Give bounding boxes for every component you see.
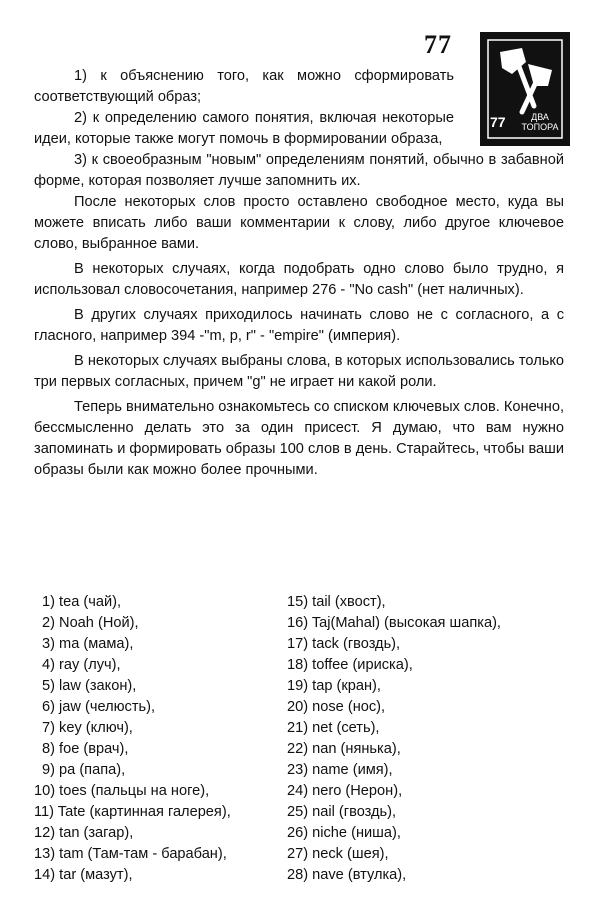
list-item: 27) neck (шея), [287, 846, 389, 862]
page-number: 77 [424, 30, 452, 59]
list-item: 7) key (ключ), [42, 720, 133, 736]
paragraph: В некоторых случаях выбраны слова, в которых использовались только три первых согласных, причем "g" не играет ни какой роли. [34, 353, 564, 390]
list-item: 18) toffee (ириска), [287, 657, 413, 673]
list-item: 8) foe (врач), [42, 741, 129, 757]
illustration-caption: ДВА ТОПОРА [521, 112, 559, 132]
list-item: 26) niche (ниша), [287, 825, 401, 841]
list-item: 11) Tate (картинная галерея), [34, 804, 231, 820]
paragraph: 1) к объяснению того, как можно сформировать соответствующий образ; [34, 68, 454, 105]
word-list-right [287, 592, 501, 886]
list-item: 4) ray (луч), [42, 657, 121, 673]
list-item: 6) jaw (челюсть), [42, 699, 156, 715]
paragraph: После некоторых слов просто оставлено свободное место, куда вы можете вписать либо ваши комментарии к слову, либо другое ключевое слово, выбранное вами. [34, 194, 564, 252]
list-item: 21) net (сеть), [287, 720, 380, 736]
list-item: 15) tail (хвост), [287, 594, 386, 610]
list-item: 1) tea (чай), [42, 594, 122, 610]
illustration-number: 77 [490, 114, 506, 130]
list-item: 20) nose (нос), [287, 699, 386, 715]
paragraph: 2) к определению самого понятия, включая некоторые идеи, которые также могут помочь в формировании образа, [34, 110, 454, 147]
paragraph: В некоторых случаях, когда подобрать одно слово было трудно, я использовал словосочетания, например 276 - "No cash" (нет наличных). [34, 261, 564, 298]
list-item: 19) tap (кран), [287, 678, 381, 694]
list-item: 12) tan (загар), [34, 825, 134, 841]
list-item: 17) tack (гвоздь), [287, 636, 401, 652]
list-item: 3) ma (мама), [42, 636, 134, 652]
list-item: 16) Taj(Mahal) (высокая шапка), [287, 615, 501, 631]
paragraph: В других случаях приходилось начинать слово не с согласного, а с гласного, например 394 -"m, p, r" - "empire" (империя). [34, 307, 564, 344]
paragraph: 3) к своеобразным "новым" определениям понятий, обычно в забавной форме, которая позволяет лучше запомнить их. [34, 152, 564, 189]
list-item: 22) nan (нянька), [287, 741, 401, 757]
word-list-left [34, 592, 231, 886]
list-item: 14) tar (мазут), [34, 867, 133, 883]
list-item: 23) name (имя), [287, 762, 393, 778]
body-text [34, 66, 564, 481]
list-item: 13) tam (Там-там - барабан), [34, 846, 227, 862]
list-item: 5) law (закон), [42, 678, 137, 694]
list-item: 10) toes (пальцы на ноге), [34, 783, 210, 799]
list-item: 28) nave (втулка), [287, 867, 407, 883]
paragraph: Теперь внимательно ознакомьтесь со списком ключевых слов. Конечно, бессмысленно делать это за один присест. Я думаю, что вам нужно запоминать и формировать образы 100 слов в день. Старайтесь, чтобы ваши образы были как можно более прочными. [34, 399, 565, 478]
list-item: 25) nail (гвоздь), [287, 804, 397, 820]
list-item: 9) pa (папа), [42, 762, 126, 778]
list-item: 24) nero (Нерон), [287, 783, 403, 799]
list-item: 2) Noah (Ной), [42, 615, 139, 631]
